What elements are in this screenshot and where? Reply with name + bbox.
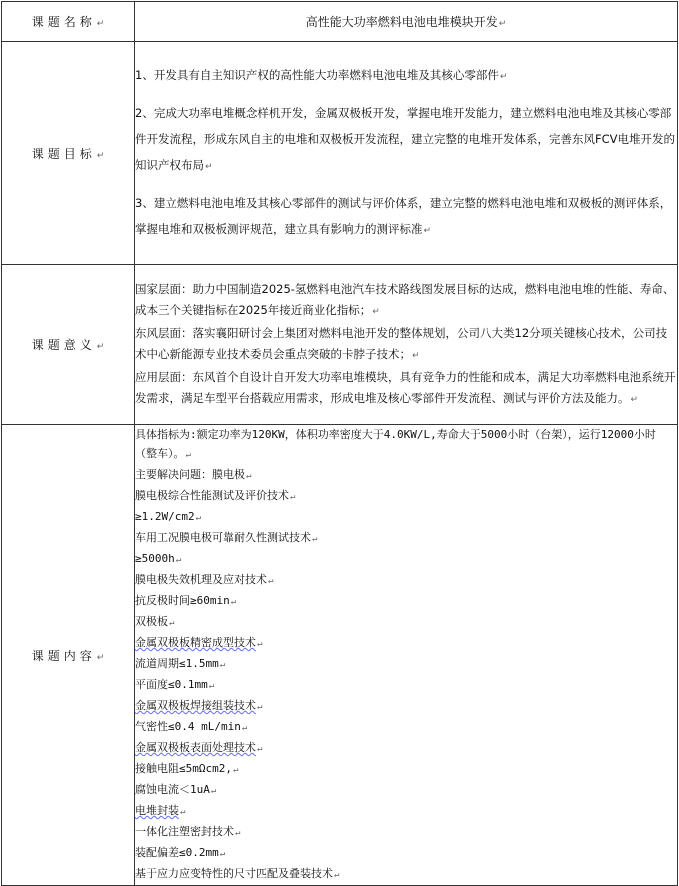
content-line: 主要解决问题：膜电极↵ bbox=[135, 468, 252, 481]
content-line: ≥1.2W/cm2↵ bbox=[135, 510, 202, 523]
project-significance-label-cell bbox=[2, 265, 135, 425]
paragraph-mark-icon: ↵ bbox=[499, 72, 508, 82]
content-line: 装配偏差≤0.2mm↵ bbox=[135, 846, 226, 859]
paragraph-mark-icon: ↵ bbox=[268, 576, 274, 586]
paragraph-mark-icon: ↵ bbox=[205, 162, 213, 172]
paragraph-mark-icon: ↵ bbox=[185, 450, 191, 460]
paragraph-mark-icon: ↵ bbox=[96, 150, 105, 161]
paragraph-mark-icon: ↵ bbox=[334, 870, 340, 880]
paragraph-mark-icon: ↵ bbox=[372, 306, 380, 317]
row-project-significance bbox=[2, 265, 678, 425]
content-line: 金属双极板焊接组装技术↵ bbox=[135, 699, 263, 712]
paragraph-mark-icon: ↵ bbox=[219, 660, 226, 670]
project-content-label-cell bbox=[2, 425, 135, 886]
paragraph-mark-icon: ↵ bbox=[175, 555, 182, 565]
project-goal-cell bbox=[135, 42, 678, 265]
content-line: 平面度≤0.1mm↵ bbox=[135, 678, 215, 691]
project-content-label: 课题内容 bbox=[31, 648, 96, 663]
project-goal-label-cell bbox=[2, 42, 135, 265]
row-project-goal bbox=[2, 42, 678, 265]
significance-item: 应用层面：东风首个自设计自开发大功率电堆模块，具有竞争力的性能和成本，满足大功率燃料电池系统开发需求，满足车型平台搭载应用需求，形成电堆及核心零部件开发流程、测试与评价方法及能力。↵ bbox=[135, 369, 676, 405]
paragraph-mark-icon: ↵ bbox=[257, 639, 263, 649]
content-line: 气密性≤0.4 mL/min↵ bbox=[135, 720, 248, 733]
project-table bbox=[1, 1, 678, 886]
paragraph-mark-icon: ↵ bbox=[257, 702, 263, 712]
paragraph-mark-icon: ↵ bbox=[230, 597, 237, 607]
paragraph-mark-icon: ↵ bbox=[630, 394, 639, 405]
content-line: ≥5000h↵ bbox=[135, 552, 182, 565]
paragraph-mark-icon: ↵ bbox=[241, 723, 248, 733]
project-significance-label: 课题意义 bbox=[31, 338, 96, 352]
paragraph-mark-icon: ↵ bbox=[210, 786, 217, 796]
paragraph-mark-icon: ↵ bbox=[312, 534, 318, 544]
paragraph-mark-icon: ↵ bbox=[232, 765, 239, 775]
goal-item: 3、建立燃料电池电堆及其核心零部件的测试与评价体系，建立完整的燃料电池电堆和双极板的测评体系，掌握电堆和双极板测评规范，建立具有影响力的测评标准↵ bbox=[135, 196, 672, 236]
content-line: 基于应力应变特性的尺寸匹配及叠装技术↵ bbox=[135, 867, 340, 880]
significance-item: 东风层面：落实襄阳研讨会上集团对燃料电池开发的整体规划，公司八大类12分项关键核心技术，公司技术中心新能源专业技术委员会重点突破的卡脖子技术；↵ bbox=[135, 325, 668, 361]
paragraph-mark-icon: ↵ bbox=[498, 19, 507, 29]
content-line: 膜电极综合性能测试及评价技术↵ bbox=[135, 489, 296, 502]
row-project-name bbox=[2, 2, 678, 42]
project-name-label: 课题名称 bbox=[31, 15, 96, 29]
content-line: 双极板↵ bbox=[135, 615, 175, 628]
goal-item: 2、完成大功率电堆概念样机开发，金属双极板开发，掌握电堆开发能力，建立燃料电池电堆及其核心零部件开发流程，形成东风自主的电堆和双极板开发流程，建立完整的电堆开发体系，完善东风FCV电堆开发的知识产权布局↵ bbox=[135, 106, 676, 172]
project-content-cell bbox=[135, 425, 678, 886]
paragraph-mark-icon: ↵ bbox=[195, 513, 202, 523]
content-line: 抗反极时间≥60min↵ bbox=[135, 594, 237, 607]
paragraph-mark-icon: ↵ bbox=[208, 681, 215, 691]
project-name-value: 高性能大功率燃料电池电堆模块开发 bbox=[305, 15, 498, 29]
content-line: 车用工况膜电极可靠耐久性测试技术↵ bbox=[135, 531, 318, 544]
content-line: 接触电阻≤5mΩcm2,↵ bbox=[135, 762, 239, 775]
paragraph-mark-icon: ↵ bbox=[96, 19, 105, 29]
content-line: 具体指标为:额定功率为120KW，体积功率密度大于4.0KW/L,寿命大于5000小时（台架），运行12000小时（整车）。↵ bbox=[135, 428, 656, 460]
paragraph-mark-icon: ↵ bbox=[96, 652, 105, 663]
content-line: 金属双极板精密成型技术↵ bbox=[135, 636, 263, 649]
paragraph-mark-icon: ↵ bbox=[235, 828, 241, 838]
content-line: 金属双极板表面处理技术↵ bbox=[135, 741, 263, 754]
paragraph-mark-icon: ↵ bbox=[412, 350, 420, 361]
significance-item: 国家层面：助力中国制造2025-氢燃料电池汽车技术路线图发展目标的达成，燃料电池电堆的性能、寿命、成本三个关键指标在2025年接近商业化指标；↵ bbox=[135, 281, 675, 317]
goal-item: 1、开发具有自主知识产权的高性能大功率燃料电池电堆及其核心零部件↵ bbox=[135, 68, 508, 82]
paragraph-mark-icon: ↵ bbox=[423, 226, 432, 236]
paragraph-mark-icon: ↵ bbox=[169, 618, 175, 628]
project-significance-cell bbox=[135, 265, 678, 425]
row-project-content bbox=[2, 425, 678, 886]
paragraph-mark-icon: ↵ bbox=[257, 744, 263, 754]
content-line: 膜电极失效机理及应对技术↵ bbox=[135, 573, 274, 586]
content-line: 腐蚀电流＜1uA↵ bbox=[135, 783, 217, 796]
content-line: 电堆封装↵ bbox=[135, 804, 186, 817]
content-line: 一体化注塑密封技术↵ bbox=[135, 825, 241, 838]
paragraph-mark-icon: ↵ bbox=[219, 849, 226, 859]
content-line: 流道周期≤1.5mm↵ bbox=[135, 657, 226, 670]
paragraph-mark-icon: ↵ bbox=[246, 471, 252, 481]
paragraph-mark-icon: ↵ bbox=[290, 492, 296, 502]
project-name-label-cell bbox=[2, 2, 135, 42]
project-name-value-cell bbox=[135, 2, 678, 42]
project-goal-label: 课题目标 bbox=[31, 146, 96, 161]
paragraph-mark-icon: ↵ bbox=[96, 342, 105, 352]
paragraph-mark-icon: ↵ bbox=[180, 807, 186, 817]
